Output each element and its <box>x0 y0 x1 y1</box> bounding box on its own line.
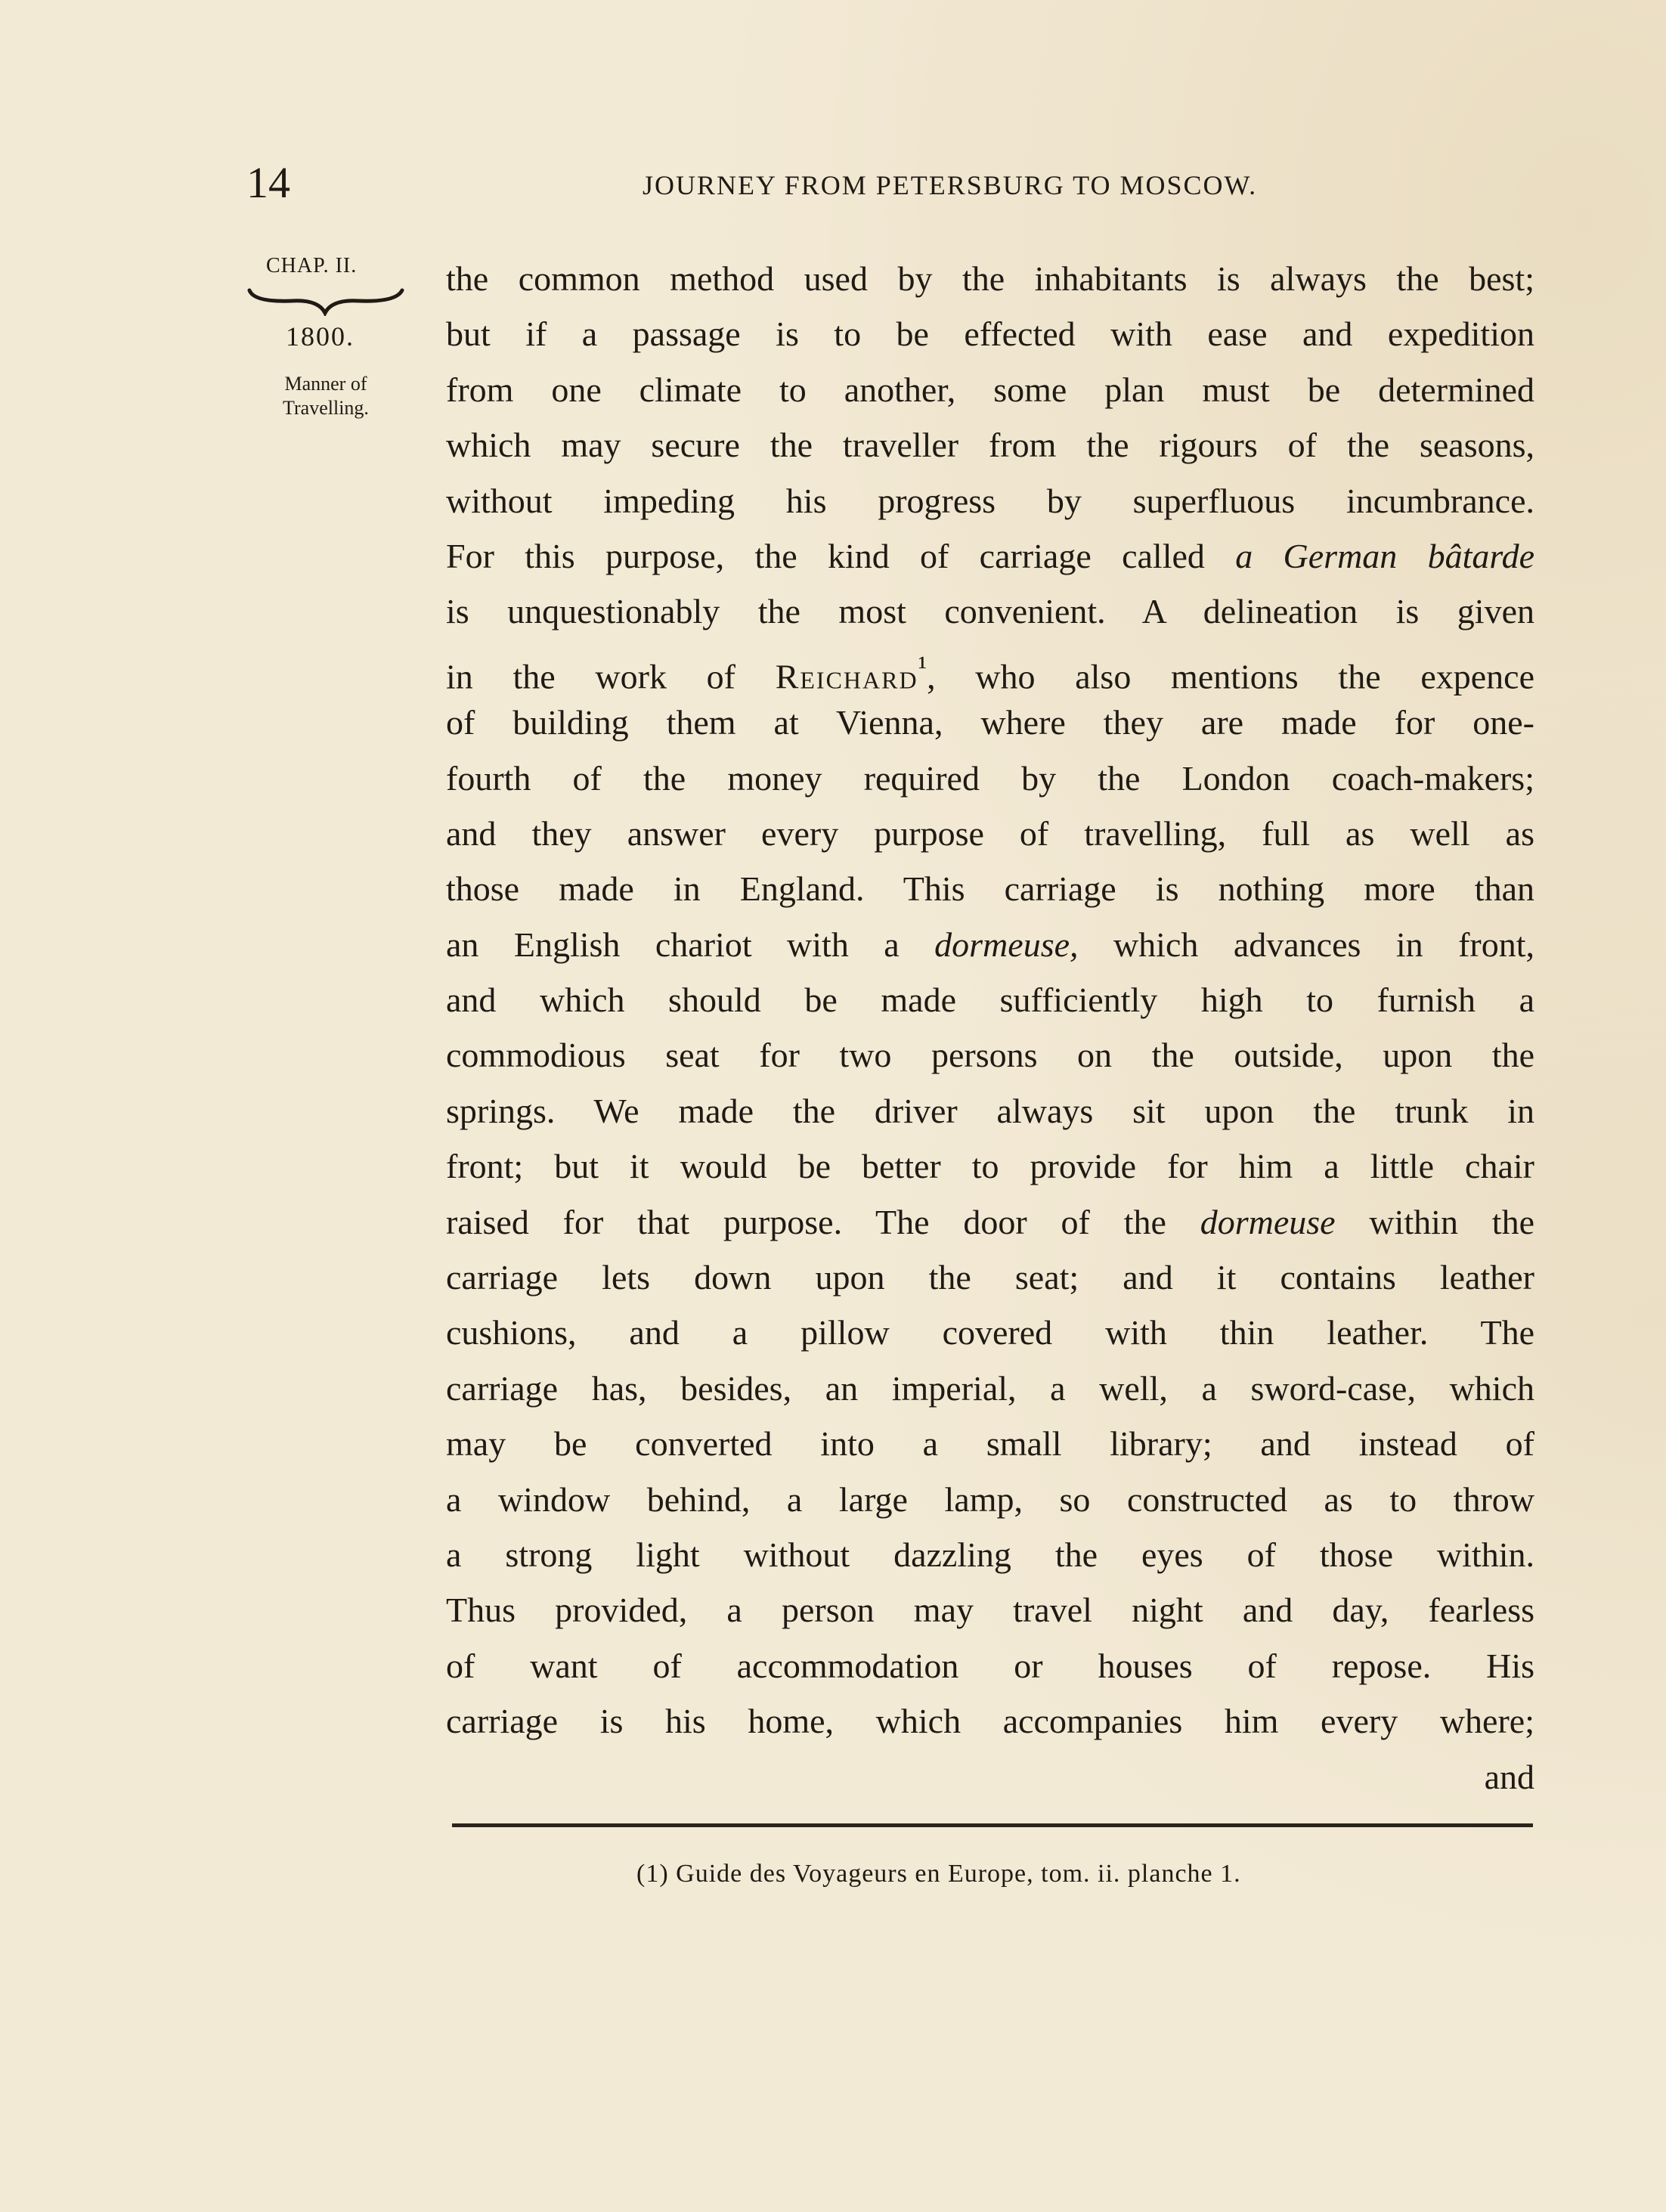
text-line: and which should be made sufficiently high to furnish a <box>446 981 1534 1020</box>
footnote-rule <box>452 1823 1533 1827</box>
text-fragment: an English chariot with a <box>446 925 935 964</box>
text-fragment: which advances in front, <box>1078 925 1535 964</box>
text-line: fourth of the money required by the London coach-makers; <box>446 758 1534 798</box>
text-line: from one climate to another, some plan must be determined <box>446 370 1534 409</box>
text-line: of want of accommodation or houses of repose. His <box>446 1646 1534 1685</box>
text-line: of building them at Vienna, where they are made for one- <box>446 703 1534 742</box>
text-line: which may secure the traveller from the rigours of the seasons, <box>446 426 1534 465</box>
text-line: and they answer every purpose of travelling, full as well as <box>446 813 1534 853</box>
text-fragment: , who also mentions the expence <box>927 657 1534 696</box>
margin-chapter: CHAP. II. <box>266 254 358 277</box>
margin-note-line: Manner of <box>284 373 367 395</box>
text-fragment: raised for that purpose. The door of the <box>446 1202 1200 1241</box>
text-line: but if a passage is to be effected with ease and expedition <box>446 314 1534 354</box>
text-line: a window behind, a large lamp, so constructed as to throw <box>446 1479 1534 1519</box>
text-line: cushions, and a pillow covered with thin leather. The <box>446 1313 1534 1352</box>
running-title: JOURNEY FROM PETERSBURG TO MOSCOW. <box>643 170 1258 200</box>
page-number: 14 <box>246 158 290 207</box>
text-line: carriage has, besides, an imperial, a well, a sword-case, which <box>446 1368 1534 1408</box>
margin-note-line: Travelling. <box>283 397 369 419</box>
catchword: and <box>1484 1757 1534 1796</box>
text-line: commodious seat for two persons on the outside, upon the <box>446 1036 1534 1075</box>
text-line: front; but it would be better to provide for him a little chair <box>446 1147 1534 1186</box>
text-fragment: within the <box>1335 1202 1534 1241</box>
text-line: without impeding his progress by superfluous incumbrance. <box>446 481 1534 520</box>
text-line: may be converted into a small library; and instead of <box>446 1424 1534 1464</box>
text-line: carriage is his home, which accompanies him every where; <box>446 1702 1534 1741</box>
text-line: carriage lets down upon the seat; and it contains leather <box>446 1258 1534 1297</box>
body-text <box>446 251 1534 1805</box>
text-line: springs. We made the driver always sit upon the trunk in <box>446 1091 1534 1130</box>
footnote: (1) Guide des Voyageurs en Europe, tom. ii. planche 1. <box>636 1860 1241 1888</box>
text-line <box>446 640 1534 695</box>
text-line: a strong light without dazzling the eyes of those within. <box>446 1535 1534 1574</box>
text-fragment: in the work of <box>446 657 776 696</box>
text-line: those made in England. This carriage is nothing more than <box>446 869 1534 909</box>
margin-note <box>262 372 390 420</box>
author-name: Reichard <box>775 657 918 696</box>
text-line: the common method used by the inhabitants is always the best; <box>446 259 1534 298</box>
italic-phrase: dormeuse <box>1200 1202 1336 1241</box>
footnote-marker: ¹ <box>918 650 927 683</box>
brace-ornament <box>246 286 405 316</box>
text-line <box>446 917 1534 972</box>
text-line <box>446 1194 1534 1250</box>
italic-phrase: dormeuse, <box>934 925 1079 964</box>
text-line: is unquestionably the most convenient. A delineation is given <box>446 592 1534 631</box>
italic-phrase: a German bâtarde <box>1235 536 1534 575</box>
text-line: Thus provided, a person may travel night and day, fearless <box>446 1591 1534 1630</box>
text-fragment: For this purpose, the kind of carriage called <box>446 536 1236 575</box>
margin-year: 1800. <box>286 321 355 352</box>
text-line <box>446 528 1534 584</box>
